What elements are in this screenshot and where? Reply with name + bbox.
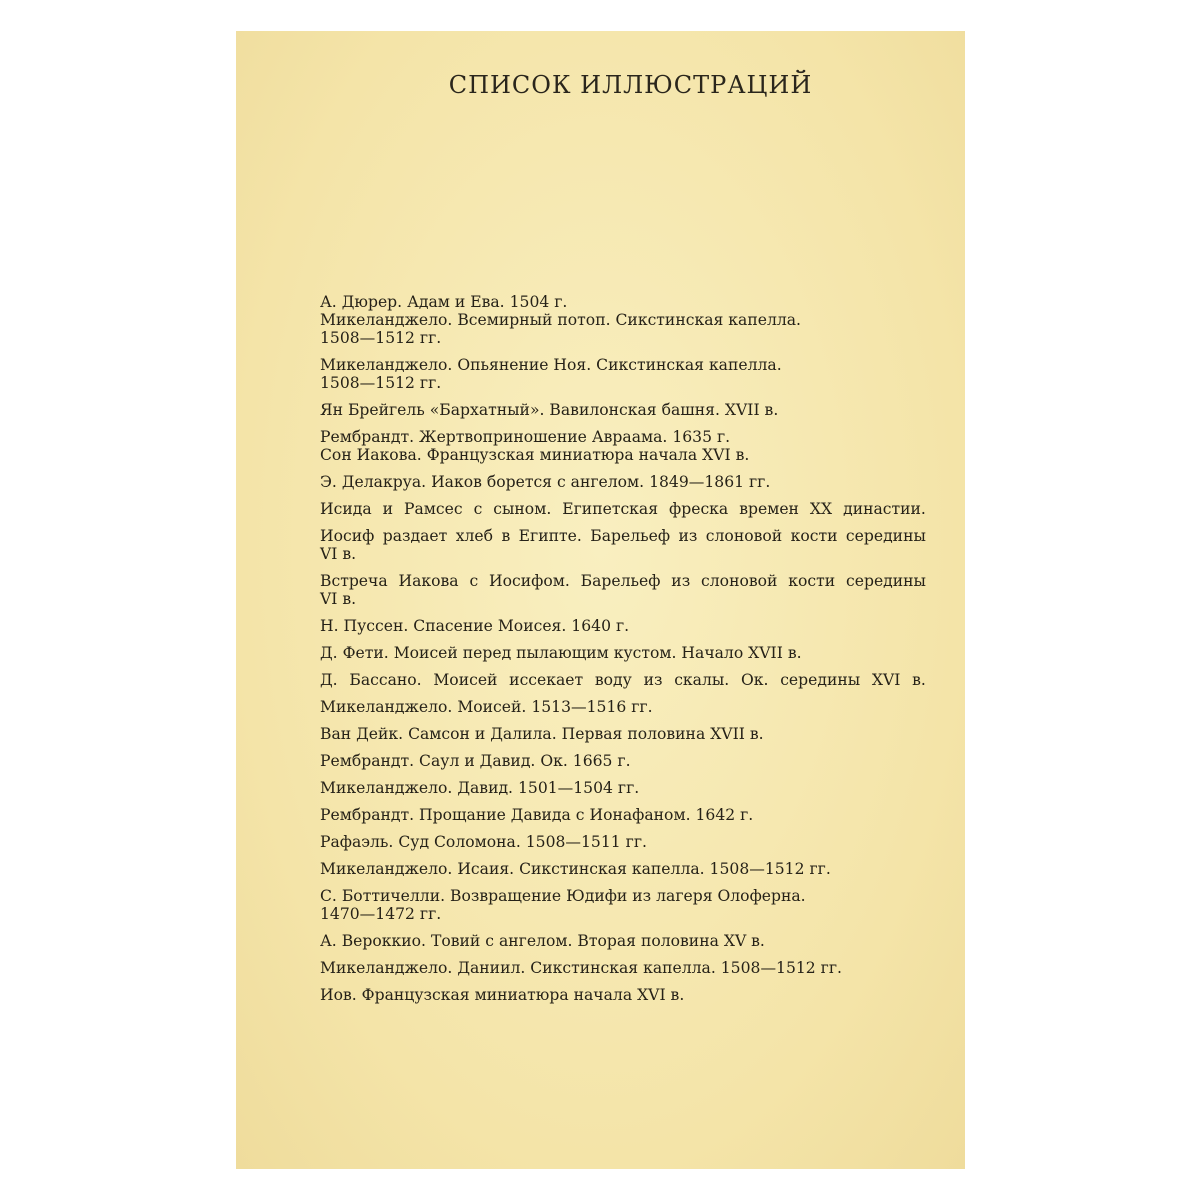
list-item <box>320 698 926 716</box>
list-item-line: Иов. Французская миниатюра начала XVI в. <box>320 986 685 1004</box>
list-item <box>320 473 926 491</box>
list-item-line: Микеланджело. Моисей. 1513—1516 гг. <box>320 698 653 716</box>
list-item <box>320 932 926 950</box>
list-item <box>320 644 926 662</box>
list-item-line: А. Вероккио. Товий с ангелом. Вторая половина XV в. <box>320 932 765 950</box>
list-item-line: Микеланджело. Всемирный потоп. Сикстинская капелла. <box>320 311 802 329</box>
list-item <box>320 833 926 851</box>
list-item <box>320 293 926 347</box>
page-title: СПИСОК ИЛЛЮСТРАЦИЙ <box>448 71 813 99</box>
list-item <box>320 986 926 1004</box>
list-item-line: Ян Брейгель «Бархатный». Вавилонская башня. XVII в. <box>320 401 779 419</box>
list-item-line: Микеланджело. Опьянение Ноя. Сикстинская капелла. <box>320 356 782 374</box>
list-item-line: Рембрандт. Прощание Давида с Ионафаном. 1642 г. <box>320 806 754 824</box>
list-item-line: Иосиф раздает хлеб в Египте. Барельеф из слоновой кости середины <box>320 527 926 545</box>
list-item-line: Н. Пуссен. Спасение Моисея. 1640 г. <box>320 617 630 635</box>
list-item-line: Встреча Иакова с Иосифом. Барельеф из слоновой кости середины <box>320 572 926 590</box>
list-item <box>320 617 926 635</box>
list-item-line: 1508—1512 гг. <box>320 329 442 347</box>
list-item <box>320 671 926 689</box>
list-item <box>320 725 926 743</box>
list-item <box>320 752 926 770</box>
list-item <box>320 860 926 878</box>
list-item-line: VI в. <box>320 545 357 563</box>
list-item-line: С. Боттичелли. Возвращение Юдифи из лагеря Олоферна. <box>320 887 806 905</box>
list-item-line: Микеланджело. Даниил. Сикстинская капелла. 1508—1512 гг. <box>320 959 842 977</box>
list-item <box>320 887 926 923</box>
list-item <box>320 806 926 824</box>
list-item-line: Микеланджело. Исаия. Сикстинская капелла. 1508—1512 гг. <box>320 860 831 878</box>
list-item-line: Д. Бассано. Моисей иссекает воду из скалы. Ок. середины XVI в. <box>320 671 926 689</box>
list-item <box>320 572 926 608</box>
list-item <box>320 527 926 563</box>
list-item <box>320 959 926 977</box>
list-item-line: Сон Иакова. Французская миниатюра начала XVI в. <box>320 446 750 464</box>
illustration-list <box>320 293 926 1013</box>
list-item-line: Э. Делакруа. Иаков борется с ангелом. 1849—1861 гг. <box>320 473 771 491</box>
list-item-line: Рембрандт. Жертвоприношение Авраама. 1635 г. <box>320 428 731 446</box>
list-item-line: Исида и Рамсес с сыном. Египетская фреска времен XX династии. <box>320 500 926 518</box>
book-page <box>236 31 965 1169</box>
list-item-line: 1508—1512 гг. <box>320 374 442 392</box>
list-item-line: Рембрандт. Саул и Давид. Ок. 1665 г. <box>320 752 631 770</box>
list-item <box>320 401 926 419</box>
list-item-line: А. Дюрер. Адам и Ева. 1504 г. <box>320 293 568 311</box>
list-item-line: Ван Дейк. Самсон и Далила. Первая половина XVII в. <box>320 725 764 743</box>
list-item <box>320 428 926 464</box>
list-item <box>320 500 926 518</box>
list-item <box>320 356 926 392</box>
list-item-line: Д. Фети. Моисей перед пылающим кустом. Начало XVII в. <box>320 644 802 662</box>
list-item <box>320 779 926 797</box>
list-item-line: Рафаэль. Суд Соломона. 1508—1511 гг. <box>320 833 647 851</box>
list-item-line: 1470—1472 гг. <box>320 905 442 923</box>
list-item-line: Микеланджело. Давид. 1501—1504 гг. <box>320 779 640 797</box>
list-item-line: VI в. <box>320 590 357 608</box>
